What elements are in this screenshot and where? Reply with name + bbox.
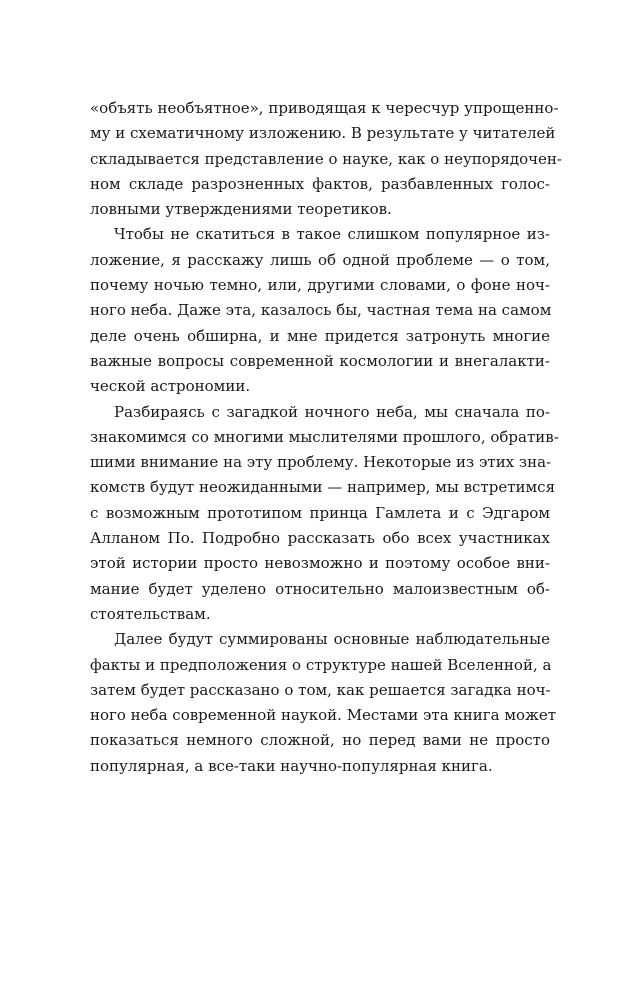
text-line: «объять необъятное», приводящая к чересчур упрощенно- — [90, 99, 559, 117]
text-line: затем будет рассказано о том, как решается загадка ноч- — [90, 680, 551, 699]
text-line: ном складе разрозненных фактов, разбавленных голос- — [90, 174, 550, 193]
text-line: Далее будут суммированы основные наблюдательные — [114, 630, 550, 649]
text-line: популярная, а все-таки научно-популярная книга. — [90, 756, 493, 775]
paragraph-1 — [90, 96, 562, 222]
paragraph-4 — [90, 627, 557, 779]
text-line: мание будет уделено относительно малоизвестным об- — [90, 579, 550, 598]
text-line: с возможным прототипом принца Гамлета и с Эдгаром — [90, 503, 550, 522]
text-line: знакомимся со многими мыслителями прошлого, обратив- — [90, 427, 559, 446]
text-line: ложение, я расскажу лишь об одной проблеме — о том, — [90, 250, 550, 269]
text-line: ного неба. Даже эта, казалось бы, частная тема на самом — [90, 301, 552, 320]
text-line: ного неба современной наукой. Местами эта книга может — [90, 706, 557, 725]
text-line: складывается представление о науке, как о неупорядочен- — [90, 149, 562, 168]
text-line: ческой астрономии. — [90, 377, 251, 396]
text-line: шими внимание на эту проблему. Некоторые из этих зна- — [90, 453, 552, 472]
paragraph-3 — [90, 400, 559, 628]
text-line: ловными утверждениями теоретиков. — [90, 200, 392, 219]
text-line: показаться немного сложной, но перед вами не просто — [90, 731, 550, 750]
text-line: му и схематичному изложению. В результате у читателей — [90, 124, 556, 143]
text-line: Разбираясь с загадкой ночного неба, мы сначала по- — [114, 402, 550, 421]
text-line: важные вопросы современной космологии и внегалакти- — [90, 351, 550, 370]
text-line: комств будут неожиданными — например, мы встретимся — [90, 478, 556, 497]
paragraph-2 — [90, 222, 550, 399]
text-line: факты и предположения о структуре нашей Вселенной, а — [90, 655, 552, 674]
text-line: стоятельствам. — [90, 604, 211, 623]
text-line: деле очень обширна, и мне придется затронуть многие — [90, 326, 550, 345]
text-line: Чтобы не скатиться в такое слишком популярное из- — [114, 225, 550, 244]
body-text — [90, 96, 562, 779]
text-line: почему ночью темно, или, другими словами, о фоне ноч- — [90, 276, 550, 295]
text-line: Алланом По. Подробно рассказать обо всех участниках — [90, 529, 550, 548]
text-line: этой истории просто невозможно и поэтому особое вни- — [90, 554, 550, 573]
